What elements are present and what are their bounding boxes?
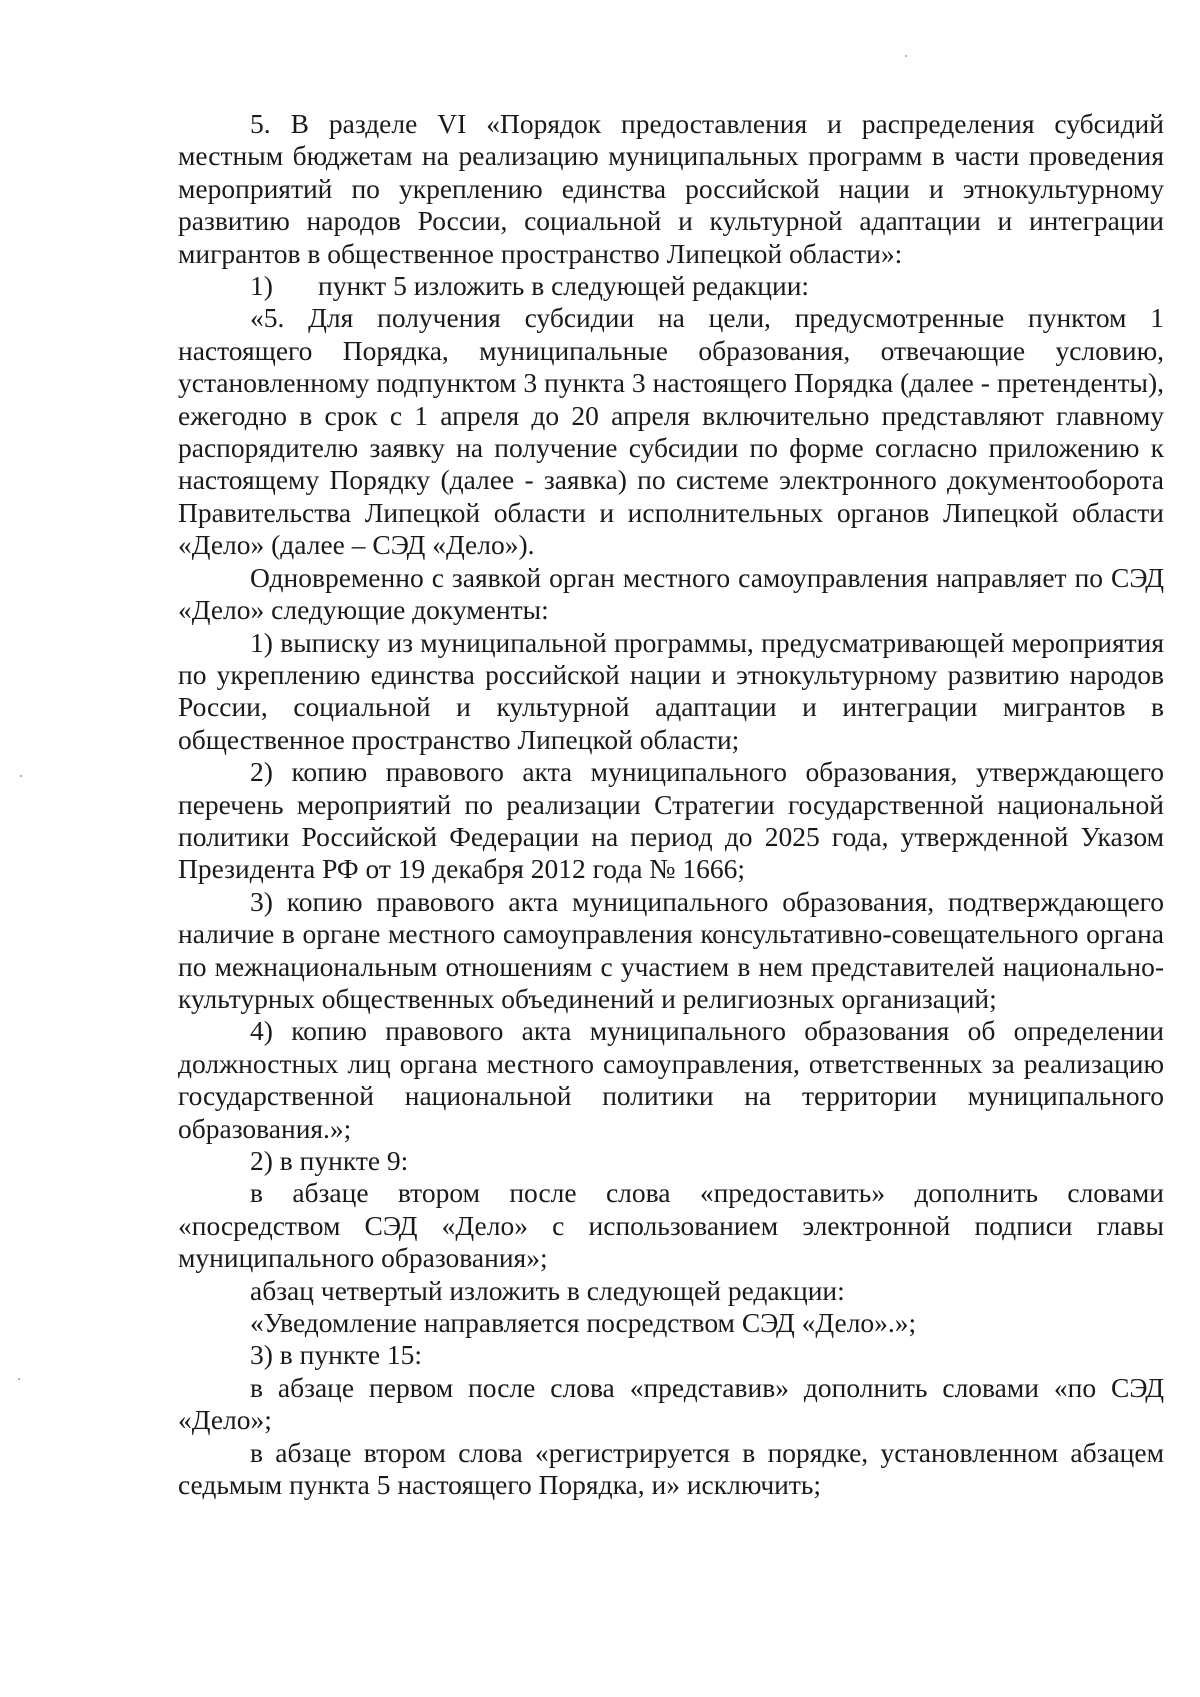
- paragraph-point-5: «5. Для получения субсидии на цели, предусмотренные пунктом 1 настоящего Порядка, муниципальные образования, отвечающие условию, установленному подпунктом 3 пункта 3 настоящего Порядка (далее - претенденты), ежегодно в срок с 1 апреля до 20 апреля включительно представляют главному распорядителю заявку на получение субсидии по форме согласно приложению к настоящему Порядку (далее - заявка) по системе электронного документооборота Правительства Липецкой области и исполнительных органов Липецкой области «Дело» (далее – СЭД «Дело»).: [178, 302, 1164, 561]
- numbered-item-1: [178, 270, 1164, 302]
- paragraph-point-15-abzac-2: в абзаце втором слова «регистрируется в порядке, установленном абзацем седьмым пункта 5 настоящего Порядка, и» исключить;: [178, 1436, 1164, 1501]
- document-page: [178, 108, 1164, 1501]
- scan-speck: [20, 775, 22, 777]
- item-text: пункт 5 изложить в следующей редакции:: [318, 270, 810, 302]
- paragraph-point-9: 2) в пункте 9:: [250, 1145, 409, 1176]
- paragraph-doc-3: 3) копию правового акта муниципального образования, подтверждающего наличие в органе местного самоуправления консультативно-совещательного органа по межнациональным отношениям с участием в нем представителей национально-культурных общественных объединений и религиозных организаций;: [178, 885, 1164, 1014]
- paragraph-doc-1: 1) выписку из муниципальной программы, предусматривающей мероприятия по укреплению единства российской нации и этнокультурному развитию народов России, социальной и культурной адаптации и интеграции мигрантов в общественное пространство Липецкой области;: [178, 626, 1164, 755]
- paragraph-doc-4: 4) копию правового акта муниципального образования об определении должностных лиц органа местного самоуправления, ответственных за реализацию государственной национальной политики на территории муниципального образования.»;: [178, 1015, 1164, 1144]
- paragraph-point-9-abzac-2: в абзаце втором после слова «предоставить» дополнить словами «посредством СЭД «Дело» с использованием электронной подписи главы муниципального образования»;: [178, 1177, 1164, 1274]
- scan-speck: [905, 55, 907, 57]
- paragraph-doc-2: 2) копию правового акта муниципального образования, утверждающего перечень мероприятий по реализации Стратегии государственной национальной политики Российской Федерации на период до 2025 года, утвержденной Указом Президента РФ от 19 декабря 2012 года № 1666;: [178, 756, 1164, 885]
- paragraph-point-9-abzac-4: абзац четвертый изложить в следующей редакции:: [250, 1274, 845, 1306]
- paragraph-notification: «Уведомление направляется посредством СЭД «Дело».»;: [250, 1307, 917, 1339]
- paragraph-section-vi: 5. В разделе VI «Порядок предоставления и распределения субсидий местным бюджетам на реализацию муниципальных программ в части проведения мероприятий по укреплению единства российской нации и этнокультурному развитию народов России, социальной и культурной адаптации и интеграции мигрантов в общественное пространство Липецкой области»:: [178, 108, 1164, 269]
- item-number: 1): [250, 270, 273, 302]
- paragraph-point-15: 3) в пункте 15:: [250, 1339, 423, 1371]
- scan-speck: [18, 1378, 20, 1380]
- paragraph-point-15-abzac-1: в абзаце первом после слова «представив» дополнить словами «по СЭД «Дело»;: [178, 1371, 1164, 1436]
- paragraph-documents-intro: Одновременно с заявкой орган местного самоуправления направляет по СЭД «Дело» следующие документы:: [178, 561, 1164, 626]
